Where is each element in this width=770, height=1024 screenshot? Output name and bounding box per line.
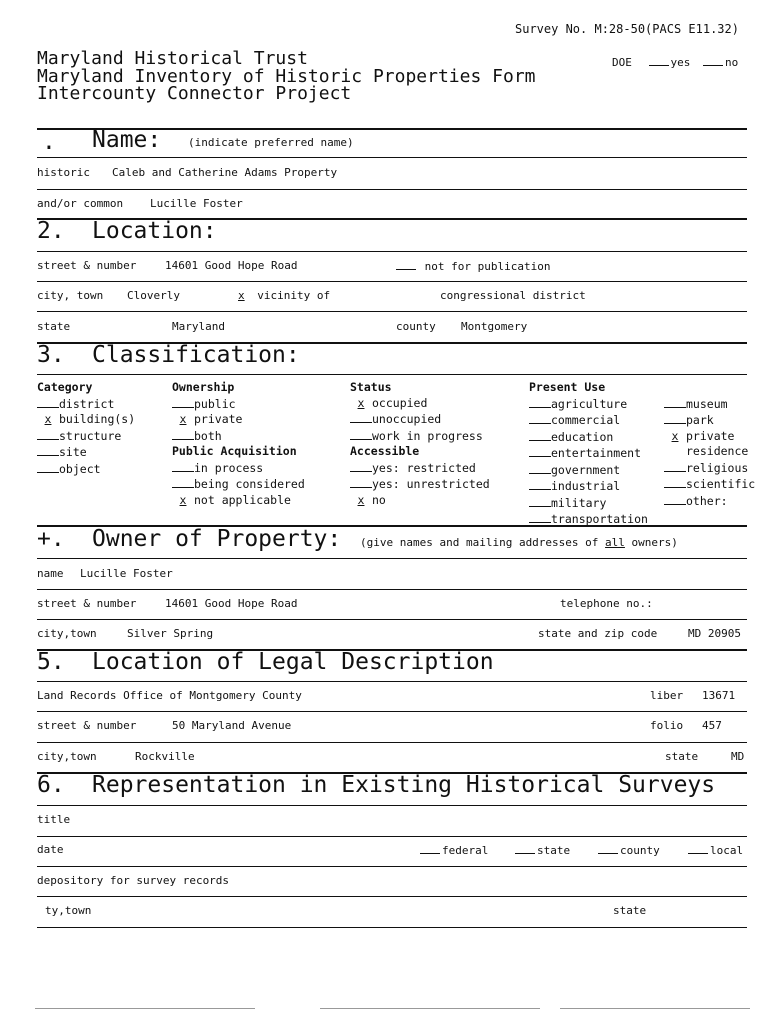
survey-title-label: title [37,813,71,826]
checklist-item [529,462,648,479]
rule [37,157,747,158]
rule [37,281,747,282]
status-heading: Status [350,380,392,394]
check-label: commercial [551,413,621,427]
doe-field [612,55,738,69]
liber-label: liber [650,689,684,702]
accessible-list [350,460,490,509]
section-3-title: Classification: [92,342,300,368]
doe-no-blank[interactable] [703,55,723,66]
doe-yes-blank[interactable] [649,55,669,66]
not-pub-blank[interactable] [396,259,416,270]
federal-option [420,843,488,857]
rule [37,619,747,620]
present-use-list-2 [664,396,755,510]
vicinity-mark[interactable]: x [238,289,245,302]
state-label: state [37,320,71,333]
rule [37,589,747,590]
zip-label: state and zip code [538,627,658,640]
checklist-item [350,493,490,509]
land-records-office[interactable]: Land Records Office of Montgomery County [37,689,302,702]
checklist-item [350,411,490,428]
liber-value[interactable]: 13671 [702,689,736,702]
owner-city-value[interactable]: Silver Spring [127,627,214,640]
check-label: object [59,461,101,476]
depository-city-label: ty,town [45,904,92,917]
check-blank[interactable] [529,396,551,408]
section-1-number: . [42,129,56,155]
federal-label: federal [442,844,489,857]
state-blank[interactable] [515,843,535,854]
header-line-1: Maryland Historical Trust [37,48,308,69]
check-label: building(s) [59,412,136,426]
owner-name-value[interactable]: Lucille Foster [80,567,173,580]
section-1-note: (indicate preferred name) [188,136,354,149]
check-blank[interactable] [664,493,686,505]
check-blank[interactable] [37,396,59,408]
check-blank[interactable] [172,428,194,440]
section-4-title: Owner of Property: [92,526,342,552]
check-blank[interactable] [529,511,551,523]
checklist-item [37,444,135,461]
rule [37,189,747,190]
checklist-item [529,412,648,429]
doe-yes: yes [670,56,691,69]
acquisition-list [172,460,305,509]
section-2-title: Location: [92,218,217,244]
checklist-item [350,428,490,445]
checklist-item [350,460,490,477]
legal-street-value[interactable]: 50 Maryland Avenue [172,719,292,732]
section-3-number: 3. [37,342,65,368]
rule [37,558,747,559]
historic-label: historic [37,166,90,179]
rule [37,805,747,806]
checklist-item [664,460,755,477]
check-label: museum [686,396,728,411]
folio-label: folio [650,719,684,732]
section-4-note [360,536,678,549]
depository-label: depository for survey records [37,874,230,887]
ownership-column [172,380,305,508]
check-label: yes: restricted [372,460,476,475]
present-use-list-1 [529,396,648,528]
street-label: street & number [37,259,137,272]
county-label: county [396,320,436,333]
checklist-item [37,428,135,445]
header-line-3: Intercounty Connector Project [37,83,352,104]
depository-state-label: state [613,904,647,917]
check-blank[interactable]: x [179,492,187,507]
owner-city-label: city,town [37,627,97,640]
header-line-2: Maryland Inventory of Historic Properties Form [37,66,536,87]
rule [37,374,747,375]
check-label: not applicable [194,492,291,507]
check-label: private [686,428,735,443]
congressional-district: congressional district [440,289,586,302]
checklist-item [664,444,755,460]
legal-city-value[interactable]: Rockville [135,750,195,763]
checklist-item [529,495,648,512]
check-label: unoccupied [372,412,442,426]
legal-city-label: city,town [37,750,97,763]
zip-value[interactable]: MD 20905 [688,627,741,640]
owner-name-label: name [37,567,64,580]
local-blank[interactable] [688,843,708,854]
check-label: religious [686,460,749,475]
checklist-item [529,445,648,462]
rule [37,866,747,867]
check-blank[interactable] [350,428,372,440]
checklist-item [350,476,490,493]
state-option-label: state [537,844,571,857]
check-blank[interactable] [529,412,551,424]
checklist-item [664,476,755,493]
check-blank[interactable]: x [671,428,679,443]
common-value[interactable]: Lucille Foster [150,197,243,210]
present-use-column [529,380,648,528]
state-value[interactable]: Maryland [172,320,225,333]
check-blank[interactable]: x [179,412,187,426]
rule [37,836,747,837]
checklist-item [37,412,135,428]
check-blank[interactable] [529,478,551,490]
checklist-item [664,429,755,445]
check-blank[interactable] [529,445,551,457]
accessible-heading: Accessible [350,444,420,458]
street-value[interactable]: 14601 Good Hope Road [165,259,298,272]
category-heading: Category [37,380,93,394]
rule [37,896,747,897]
checklist-item [172,428,305,445]
check-label: government [551,462,621,477]
check-blank[interactable]: x [357,492,365,507]
survey-date-label: date [37,843,64,856]
category-column [37,380,135,477]
check-blank[interactable] [664,412,686,424]
check-blank[interactable] [664,476,686,488]
check-blank[interactable]: x [44,412,52,426]
check-label: other: [686,493,728,508]
check-label: transportation [551,512,648,526]
federal-blank[interactable] [420,843,440,854]
section-5-title: Location of Legal Description [92,649,494,675]
rule [37,927,747,928]
scan-mark [320,1008,540,1009]
check-label: site [59,445,87,459]
city-label: city, town [37,289,104,302]
not-for-publication [396,259,550,273]
city-value[interactable]: Cloverly [127,289,180,302]
rule [37,742,747,743]
check-label: military [551,495,607,510]
vicinity [232,289,330,302]
check-label: public [194,396,236,411]
present-use-heading: Present Use [529,380,606,394]
doe-no: no [725,56,739,69]
category-list [37,396,135,478]
check-label: yes: unrestricted [372,477,490,491]
scan-mark [560,1008,750,1009]
checklist-item [172,412,305,428]
check-label: occupied [372,395,428,410]
check-label: district [59,396,115,411]
check-label: being considered [194,477,305,491]
status-list [350,396,490,445]
check-label: no [372,492,386,507]
checklist-item [172,493,305,509]
checklist-item [172,460,305,477]
check-blank[interactable] [350,460,372,472]
telephone-label: telephone no.: [560,597,653,610]
county-blank[interactable] [598,843,618,854]
checklist-item [529,396,648,413]
checklist-item [172,396,305,413]
check-label: agriculture [551,396,628,411]
note-post: owners) [624,536,678,549]
owner-street-label: street & number [37,597,137,610]
checklist-item [350,396,490,412]
section-6-title: Representation in Existing Historical Surveys [92,772,716,798]
check-label: work in progress [372,428,483,443]
check-blank[interactable] [350,476,372,488]
county-value[interactable]: Montgomery [461,320,528,333]
check-blank[interactable] [37,461,59,473]
ownership-list [172,396,305,445]
legal-street-label: street & number [37,719,137,732]
section-6-number: 6. [37,772,65,798]
check-blank[interactable] [37,428,59,440]
check-label: entertainment [551,446,642,460]
check-label: in process [194,460,264,475]
check-blank[interactable] [529,462,551,474]
county-option [598,843,660,857]
checklist-item [664,396,755,413]
check-blank[interactable] [172,476,194,488]
folio-value[interactable]: 457 [702,719,722,732]
checklist-item [529,478,648,495]
section-5-number: 5. [37,649,65,675]
checklist-item [37,396,135,413]
check-blank[interactable] [37,444,59,456]
check-blank[interactable] [172,460,194,472]
section-2-number: 2. [37,218,65,244]
check-blank[interactable] [664,460,686,472]
check-label: both [194,428,222,443]
owner-street-value[interactable]: 14601 Good Hope Road [165,597,298,610]
present-use-column-2 [664,396,755,510]
section-1-title: Name: [92,127,162,153]
section-4-number: +. [37,526,65,552]
checklist-item [664,412,755,429]
check-label: education [551,429,614,444]
check-label: structure [59,428,122,443]
vicinity-label: vicinity of [257,289,331,302]
legal-state-label: state [665,750,699,763]
check-blank[interactable] [172,396,194,408]
check-blank[interactable] [664,396,686,408]
check-blank[interactable] [350,411,372,423]
survey-number: Survey No. M:28-50(PACS E11.32) [515,22,739,36]
check-label: park [686,413,714,427]
check-label: private [194,412,243,426]
historic-value[interactable]: Caleb and Catherine Adams Property [112,166,338,179]
rule [37,311,747,312]
rule [37,681,747,682]
rule [37,711,747,712]
acquisition-heading: Public Acquisition [172,444,297,458]
check-blank[interactable] [529,495,551,507]
checklist-item [172,476,305,493]
common-label: and/or common [37,197,124,210]
check-blank[interactable]: x [357,395,365,410]
county-option-label: county [620,844,660,857]
checklist-item [664,493,755,510]
legal-state-value[interactable]: MD [731,750,745,763]
scan-mark [35,1008,255,1009]
ownership-heading: Ownership [172,380,235,394]
checklist-item [37,461,135,478]
rule [37,251,747,252]
check-blank[interactable] [529,429,551,441]
local-option [688,843,743,857]
note-all: all [605,536,625,549]
local-label: local [710,844,744,857]
check-label: residence [686,444,749,458]
check-label: industrial [551,479,621,493]
doe-label: DOE [612,56,632,69]
check-label: scientific [686,477,756,491]
status-column [350,380,490,508]
checklist-item [529,429,648,446]
state-option [515,843,570,857]
not-pub-label: not for publication [424,260,551,273]
note-pre: (give names and mailing addresses of [360,536,606,549]
